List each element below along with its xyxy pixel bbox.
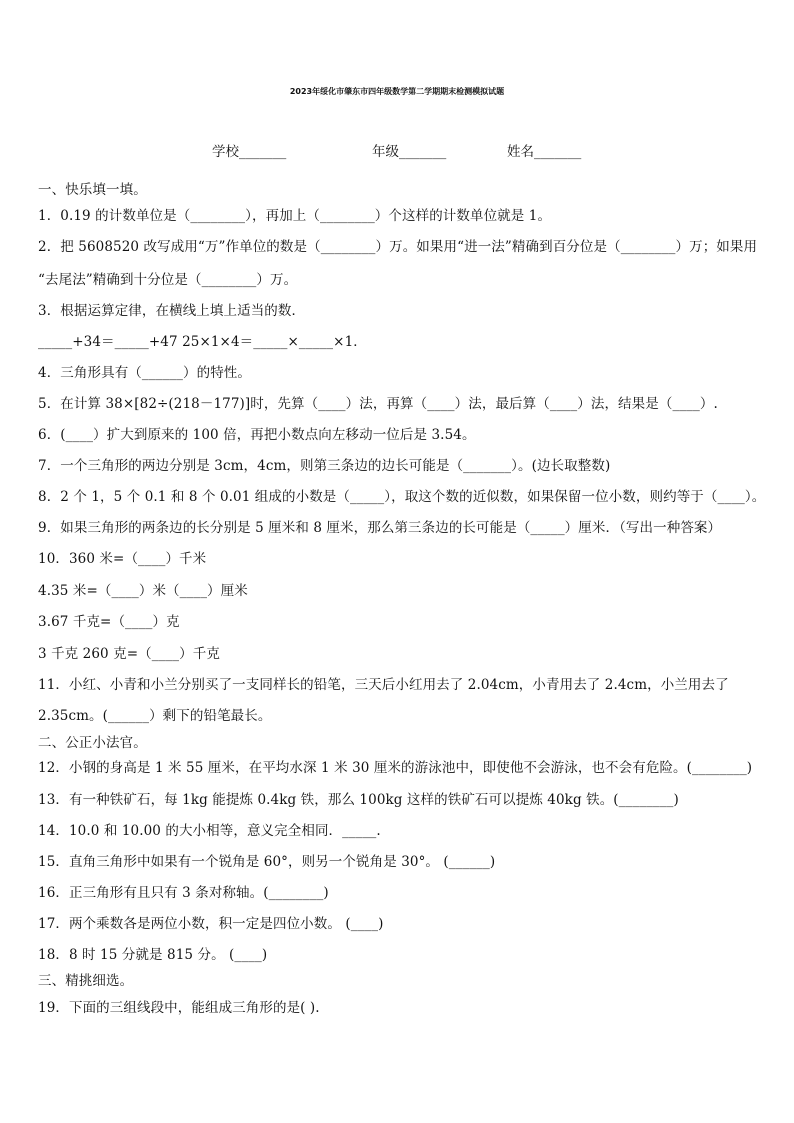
- question-5: 5．在计算 38×[82÷(218－177)]时，先算（____）法，再算（____）法，最后算（____）法，结果是（____）.: [38, 396, 718, 412]
- question-17: 17．两个乘数各是两位小数，积一定是四位小数。 (____): [38, 916, 384, 932]
- section-heading-1: 一、快乐填一填。: [38, 182, 147, 198]
- question-10-d: 3 千克 260 克=（____）千克: [38, 646, 220, 662]
- question-15: 15．直角三角形中如果有一个锐角是 60°，则另一个锐角是 30°。 (______): [38, 854, 496, 870]
- question-3: 3．根据运算定律，在横线上填上适当的数．: [38, 303, 306, 319]
- question-10-a: 10．360 米=（____）千米: [38, 551, 207, 567]
- section-heading-3: 三、精挑细选。: [38, 973, 134, 989]
- question-2-cont: “去尾法”精确到十分位是（________）万。: [38, 272, 298, 288]
- section-heading-2: 二、公正小法官。: [38, 735, 147, 751]
- question-8: 8．2 个 1，5 个 0.1 和 8 个 0.01 组成的小数是（_____），取这个数的近似数，如果保留一位小数，则约等于（____）。: [38, 489, 766, 505]
- question-10-c: 3.67 千克=（____）克: [38, 614, 180, 630]
- question-18: 18．8 时 15 分就是 815 分。 (____): [38, 947, 268, 963]
- question-12: 12．小钢的身高是 1 米 55 厘米，在平均水深 1 米 30 厘米的游泳池中，即使他不会游泳，也不会有危险。(________): [38, 760, 753, 776]
- question-6: 6．(____）扩大到原来的 100 倍，再把小数点向左移动一位后是 3.54。: [38, 427, 476, 443]
- question-16: 16．正三角形有且只有 3 条对称轴。(________): [38, 885, 329, 901]
- question-9: 9．如果三角形的两条边的长分别是 5 厘米和 8 厘米，那么第三条边的长可能是（_____）厘米．（写出一种答案）: [38, 520, 722, 536]
- question-19: 19．下面的三组线段中，能组成三角形的是( ).: [38, 1000, 320, 1016]
- name-field: 姓名_______: [507, 144, 582, 160]
- school-field: 学校_______: [212, 144, 287, 160]
- question-10-b: 4.35 米=（____）米（____）厘米: [38, 583, 248, 599]
- question-11: 11．小红、小青和小兰分别买了一支同样长的铅笔，三天后小红用去了 2.04cm，小青用去了 2.4cm，小兰用去了: [38, 677, 729, 693]
- question-11-cont: 2.35cm。(______）剩下的铅笔最长。: [38, 708, 272, 724]
- question-7: 7．一个三角形的两边分别是 3cm，4cm，则第三条边的边长可能是（_______）。(边长取整数): [38, 458, 611, 474]
- question-4: 4．三角形具有（______）的特性。: [38, 365, 251, 381]
- question-2: 2．把 5608520 改写成用“万”作单位的数是（________）万。如果用“进一法”精确到百分位是（________）万；如果用: [38, 239, 758, 255]
- question-1: 1．0.19 的计数单位是（________），再加上（________）个这样的计数单位就是 1。: [38, 208, 552, 224]
- exam-title: 2023年绥化市肇东市四年级数学第二学期期末检测模拟试题: [289, 87, 505, 96]
- question-14: 14．10.0 和 10.00 的大小相等，意义完全相同．_____.: [38, 823, 381, 839]
- grade-field: 年级_______: [372, 144, 447, 160]
- question-13: 13．有一种铁矿石，每 1kg 能提炼 0.4kg 铁，那么 100kg 这样的铁矿石可以提炼 40kg 铁。(________): [38, 792, 679, 808]
- question-3-blanks: _____+34＝_____+47 25×1×4＝_____×_____×1．: [38, 334, 367, 350]
